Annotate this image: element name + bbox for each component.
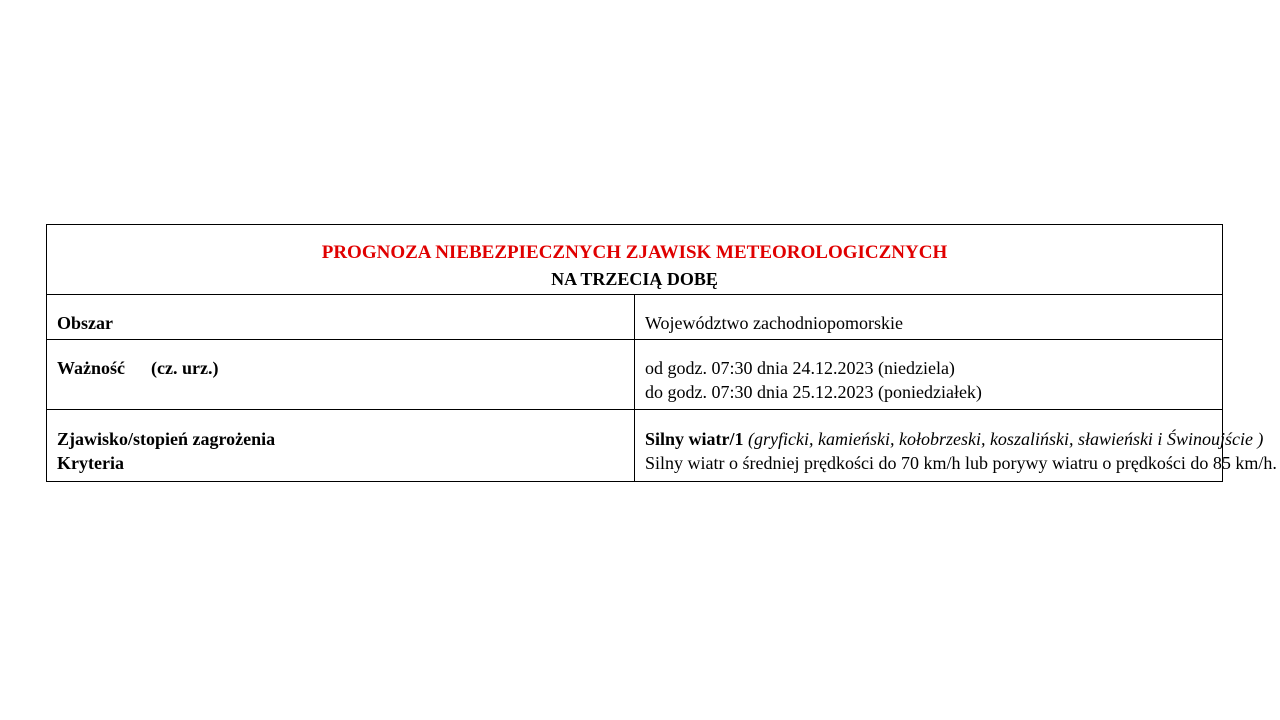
warning-level: Silny wiatr/1 [645, 429, 744, 449]
forecast-header [47, 225, 1223, 295]
validity-from: od godz. 07:30 dnia 24.12.2023 (niedziela) [645, 358, 955, 378]
phenomenon-label-cell [47, 410, 635, 482]
criteria-label: Kryteria [57, 453, 124, 473]
table-row-validity [47, 340, 1223, 410]
phenomenon-line [645, 427, 1264, 451]
criteria-text: Silny wiatr o średniej prędkości do 70 km/h lub porywy wiatru o prędkości do 85 km/h. [645, 453, 1277, 473]
validity-value-cell [635, 340, 1223, 410]
warning-forecast-table [46, 224, 1277, 482]
area-value: Województwo zachodniopomorskie [635, 295, 1223, 340]
area-label: Obszar [47, 295, 635, 340]
validity-label: Ważność [57, 358, 126, 378]
phenomenon-value-cell [635, 410, 1277, 482]
affected-districts: (gryficki, kamieński, kołobrzeski, koszaliński, sławieński i Świnoujście ) [748, 429, 1264, 449]
validity-to: do godz. 07:30 dnia 25.12.2023 (poniedziałek) [645, 382, 982, 402]
forecast-title: PROGNOZA NIEBEZPIECZNYCH ZJAWISK METEOROLOGICZNYCH [321, 242, 948, 263]
validity-label-cell [47, 340, 635, 410]
table-header-row [47, 225, 1223, 295]
phenomenon-label: Zjawisko/stopień zagrożenia [57, 429, 276, 449]
validity-label-note: (cz. urz.) [151, 358, 219, 378]
forecast-subtitle: NA TRZECIĄ DOBĘ [551, 269, 718, 289]
table-row-phenomenon [47, 410, 1223, 482]
table-row-area [47, 295, 1223, 340]
